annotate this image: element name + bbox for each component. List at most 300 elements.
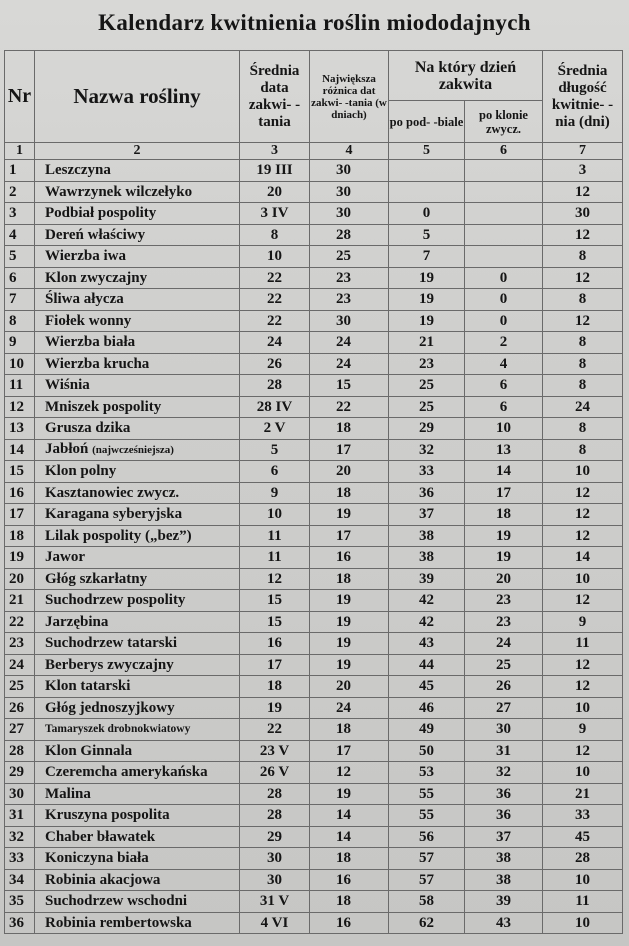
plant-name: Wierzba krucha	[35, 353, 240, 375]
avg-bloom-date: 11	[240, 547, 310, 569]
days-after-klon: 30	[465, 719, 543, 741]
plant-name: Wiśnia	[35, 375, 240, 397]
avg-bloom-length: 10	[543, 568, 623, 590]
days-after-klon: 36	[465, 805, 543, 827]
avg-bloom-length: 11	[543, 891, 623, 913]
days-after-podbial: 56	[389, 826, 465, 848]
row-number: 31	[5, 805, 35, 827]
row-number: 11	[5, 375, 35, 397]
table-row	[5, 783, 623, 805]
plant-name-text: Jabłoń	[45, 441, 89, 458]
row-number: 27	[5, 719, 35, 741]
max-date-difference: 16	[310, 912, 389, 934]
plant-name: Robinia akacjowa	[35, 869, 240, 891]
avg-bloom-length: 21	[543, 783, 623, 805]
table-row	[5, 740, 623, 762]
max-date-difference: 23	[310, 289, 389, 311]
max-date-difference: 23	[310, 267, 389, 289]
days-after-klon: 18	[465, 504, 543, 526]
max-date-difference: 30	[310, 181, 389, 203]
column-number: 6	[465, 143, 543, 160]
days-after-klon: 32	[465, 762, 543, 784]
row-number: 4	[5, 224, 35, 246]
plant-name: Malina	[35, 783, 240, 805]
max-date-difference: 24	[310, 332, 389, 354]
days-after-klon: 19	[465, 547, 543, 569]
avg-bloom-date: 23 V	[240, 740, 310, 762]
avg-bloom-length: 8	[543, 418, 623, 440]
days-after-podbial: 55	[389, 783, 465, 805]
days-after-podbial: 33	[389, 461, 465, 483]
avg-bloom-date: 26 V	[240, 762, 310, 784]
header-max-difference: Największa różnica dat zakwi- -tania (w dniach)	[310, 51, 389, 143]
plant-name: Tamaryszek drobnokwiatowy	[35, 719, 240, 741]
table-row	[5, 547, 623, 569]
plant-name: Głóg jednoszyjkowy	[35, 697, 240, 719]
max-date-difference: 25	[310, 246, 389, 268]
plant-name: Suchodrzew wschodni	[35, 891, 240, 913]
avg-bloom-length: 10	[543, 912, 623, 934]
plant-name: Chaber bławatek	[35, 826, 240, 848]
days-after-podbial: 29	[389, 418, 465, 440]
row-number: 30	[5, 783, 35, 805]
table-row	[5, 633, 623, 655]
avg-bloom-date: 9	[240, 482, 310, 504]
days-after-podbial	[389, 181, 465, 203]
plant-name: Wierzba biała	[35, 332, 240, 354]
days-after-klon: 25	[465, 654, 543, 676]
avg-bloom-length: 33	[543, 805, 623, 827]
avg-bloom-date: 28 IV	[240, 396, 310, 418]
days-after-podbial: 38	[389, 525, 465, 547]
row-number: 33	[5, 848, 35, 870]
max-date-difference: 30	[310, 203, 389, 225]
days-after-klon: 23	[465, 611, 543, 633]
max-date-difference: 24	[310, 697, 389, 719]
days-after-klon: 20	[465, 568, 543, 590]
row-number: 14	[5, 439, 35, 461]
days-after-klon: 31	[465, 740, 543, 762]
days-after-podbial: 42	[389, 611, 465, 633]
max-date-difference: 17	[310, 740, 389, 762]
avg-bloom-date: 18	[240, 676, 310, 698]
column-number: 4	[310, 143, 389, 160]
max-date-difference: 18	[310, 719, 389, 741]
table-row	[5, 181, 623, 203]
avg-bloom-length: 12	[543, 654, 623, 676]
column-number: 5	[389, 143, 465, 160]
header-after-podbial: po pod- -biale	[389, 101, 465, 143]
max-date-difference: 22	[310, 396, 389, 418]
avg-bloom-date: 19 III	[240, 160, 310, 182]
row-number: 3	[5, 203, 35, 225]
max-date-difference: 20	[310, 676, 389, 698]
days-after-podbial: 38	[389, 547, 465, 569]
avg-bloom-date: 28	[240, 783, 310, 805]
days-after-podbial: 42	[389, 590, 465, 612]
row-number: 18	[5, 525, 35, 547]
plant-name: Leszczyna	[35, 160, 240, 182]
days-after-klon: 6	[465, 375, 543, 397]
avg-bloom-date: 5	[240, 439, 310, 461]
days-after-podbial: 23	[389, 353, 465, 375]
days-after-podbial	[389, 160, 465, 182]
avg-bloom-date: 11	[240, 525, 310, 547]
header-bloom-day-group: Na który dzień zakwita	[389, 51, 543, 101]
max-date-difference: 19	[310, 611, 389, 633]
avg-bloom-date: 30	[240, 848, 310, 870]
avg-bloom-length: 24	[543, 396, 623, 418]
flowering-calendar-table	[4, 50, 623, 934]
avg-bloom-length: 3	[543, 160, 623, 182]
max-date-difference: 19	[310, 633, 389, 655]
table-row	[5, 418, 623, 440]
row-number: 36	[5, 912, 35, 934]
avg-bloom-date: 15	[240, 590, 310, 612]
plant-name-note: (najwcześniejsza)	[92, 444, 174, 457]
avg-bloom-date: 17	[240, 654, 310, 676]
row-number: 25	[5, 676, 35, 698]
days-after-klon	[465, 203, 543, 225]
avg-bloom-date: 15	[240, 611, 310, 633]
days-after-klon: 26	[465, 676, 543, 698]
row-number: 28	[5, 740, 35, 762]
row-number: 12	[5, 396, 35, 418]
row-number: 34	[5, 869, 35, 891]
max-date-difference: 19	[310, 504, 389, 526]
plant-name: Klon polny	[35, 461, 240, 483]
header-after-klon: po klonie zwycz.	[465, 101, 543, 143]
table-row	[5, 697, 623, 719]
days-after-klon: 17	[465, 482, 543, 504]
days-after-klon	[465, 224, 543, 246]
avg-bloom-length: 10	[543, 697, 623, 719]
max-date-difference: 12	[310, 762, 389, 784]
plant-name: Dereń właściwy	[35, 224, 240, 246]
header-avg-date: Średnia data zakwi- -tania	[240, 51, 310, 143]
avg-bloom-length: 10	[543, 762, 623, 784]
row-number: 7	[5, 289, 35, 311]
max-date-difference: 28	[310, 224, 389, 246]
avg-bloom-length: 8	[543, 246, 623, 268]
days-after-podbial: 46	[389, 697, 465, 719]
table-row	[5, 805, 623, 827]
max-date-difference: 24	[310, 353, 389, 375]
row-number: 9	[5, 332, 35, 354]
days-after-klon: 13	[465, 439, 543, 461]
header-avg-length: Średnia długość kwitnie- -nia (dni)	[543, 51, 623, 143]
plant-name: Jarzębina	[35, 611, 240, 633]
days-after-klon: 0	[465, 310, 543, 332]
days-after-podbial: 32	[389, 439, 465, 461]
max-date-difference: 18	[310, 891, 389, 913]
days-after-klon: 43	[465, 912, 543, 934]
row-number: 21	[5, 590, 35, 612]
avg-bloom-length: 30	[543, 203, 623, 225]
max-date-difference: 20	[310, 461, 389, 483]
max-date-difference: 16	[310, 869, 389, 891]
row-number: 10	[5, 353, 35, 375]
avg-bloom-length: 8	[543, 332, 623, 354]
row-number: 16	[5, 482, 35, 504]
table-row	[5, 869, 623, 891]
table-row	[5, 525, 623, 547]
days-after-podbial: 37	[389, 504, 465, 526]
row-number: 17	[5, 504, 35, 526]
row-number: 24	[5, 654, 35, 676]
table-row	[5, 289, 623, 311]
avg-bloom-date: 22	[240, 267, 310, 289]
days-after-podbial: 19	[389, 289, 465, 311]
days-after-klon: 38	[465, 869, 543, 891]
plant-name: Głóg szkarłatny	[35, 568, 240, 590]
max-date-difference: 19	[310, 654, 389, 676]
table-row	[5, 375, 623, 397]
avg-bloom-length: 28	[543, 848, 623, 870]
table-row	[5, 590, 623, 612]
days-after-klon: 19	[465, 525, 543, 547]
header-plant-name: Nazwa rośliny	[35, 51, 240, 143]
days-after-podbial: 7	[389, 246, 465, 268]
plant-name: Grusza dzika	[35, 418, 240, 440]
row-number: 15	[5, 461, 35, 483]
table-row	[5, 568, 623, 590]
plant-name: Podbiał pospolity	[35, 203, 240, 225]
days-after-podbial: 44	[389, 654, 465, 676]
plant-name: Klon zwyczajny	[35, 267, 240, 289]
avg-bloom-length: 9	[543, 719, 623, 741]
row-number: 22	[5, 611, 35, 633]
plant-name: Klon Ginnala	[35, 740, 240, 762]
avg-bloom-length: 8	[543, 353, 623, 375]
table-row	[5, 439, 623, 461]
table-row	[5, 310, 623, 332]
days-after-klon: 6	[465, 396, 543, 418]
days-after-klon: 37	[465, 826, 543, 848]
max-date-difference: 14	[310, 826, 389, 848]
row-number: 35	[5, 891, 35, 913]
row-number: 23	[5, 633, 35, 655]
plant-name: Berberys zwyczajny	[35, 654, 240, 676]
table-row	[5, 611, 623, 633]
table-row	[5, 848, 623, 870]
days-after-podbial: 57	[389, 869, 465, 891]
table-row	[5, 719, 623, 741]
days-after-klon: 39	[465, 891, 543, 913]
avg-bloom-length: 12	[543, 224, 623, 246]
row-number: 26	[5, 697, 35, 719]
avg-bloom-length: 12	[543, 181, 623, 203]
avg-bloom-date: 10	[240, 504, 310, 526]
page-title: Kalendarz kwitnienia roślin miododajnych	[98, 10, 531, 35]
avg-bloom-length: 12	[543, 504, 623, 526]
avg-bloom-date: 2 V	[240, 418, 310, 440]
max-date-difference: 19	[310, 783, 389, 805]
days-after-klon	[465, 246, 543, 268]
avg-bloom-length: 11	[543, 633, 623, 655]
avg-bloom-date: 30	[240, 869, 310, 891]
max-date-difference: 17	[310, 439, 389, 461]
plant-name: Suchodrzew pospolity	[35, 590, 240, 612]
avg-bloom-date: 6	[240, 461, 310, 483]
avg-bloom-length: 12	[543, 310, 623, 332]
table-row	[5, 654, 623, 676]
avg-bloom-length: 12	[543, 525, 623, 547]
row-number: 13	[5, 418, 35, 440]
days-after-podbial: 43	[389, 633, 465, 655]
row-number: 2	[5, 181, 35, 203]
avg-bloom-date: 28	[240, 805, 310, 827]
plant-name: Mniszek pospolity	[35, 396, 240, 418]
days-after-klon: 27	[465, 697, 543, 719]
table-row	[5, 224, 623, 246]
days-after-podbial: 36	[389, 482, 465, 504]
max-date-difference: 17	[310, 525, 389, 547]
column-number: 1	[5, 143, 35, 160]
plant-name: Kruszyna pospolita	[35, 805, 240, 827]
column-number: 3	[240, 143, 310, 160]
avg-bloom-length: 12	[543, 590, 623, 612]
days-after-podbial: 25	[389, 375, 465, 397]
avg-bloom-length: 10	[543, 869, 623, 891]
table-row	[5, 246, 623, 268]
max-date-difference: 16	[310, 547, 389, 569]
plant-name: Robinia rembertowska	[35, 912, 240, 934]
max-date-difference: 18	[310, 482, 389, 504]
table-row	[5, 396, 623, 418]
row-number: 1	[5, 160, 35, 182]
avg-bloom-date: 22	[240, 289, 310, 311]
table-row	[5, 160, 623, 182]
plant-name: Czeremcha amerykańska	[35, 762, 240, 784]
max-date-difference: 19	[310, 590, 389, 612]
row-number: 19	[5, 547, 35, 569]
avg-bloom-length: 12	[543, 740, 623, 762]
days-after-podbial: 39	[389, 568, 465, 590]
days-after-klon	[465, 160, 543, 182]
max-date-difference: 30	[310, 310, 389, 332]
plant-name: Wawrzynek wilczełyko	[35, 181, 240, 203]
avg-bloom-date: 4 VI	[240, 912, 310, 934]
days-after-podbial: 62	[389, 912, 465, 934]
table-row	[5, 762, 623, 784]
max-date-difference: 18	[310, 568, 389, 590]
avg-bloom-date: 26	[240, 353, 310, 375]
days-after-podbial: 5	[389, 224, 465, 246]
avg-bloom-date: 22	[240, 310, 310, 332]
avg-bloom-date: 22	[240, 719, 310, 741]
avg-bloom-date: 31 V	[240, 891, 310, 913]
plant-name: Fiołek wonny	[35, 310, 240, 332]
days-after-podbial: 19	[389, 267, 465, 289]
days-after-podbial: 19	[389, 310, 465, 332]
max-date-difference: 14	[310, 805, 389, 827]
avg-bloom-date: 8	[240, 224, 310, 246]
avg-bloom-length: 9	[543, 611, 623, 633]
max-date-difference: 30	[310, 160, 389, 182]
avg-bloom-length: 12	[543, 482, 623, 504]
avg-bloom-length: 8	[543, 375, 623, 397]
max-date-difference: 18	[310, 418, 389, 440]
avg-bloom-length: 10	[543, 461, 623, 483]
days-after-klon: 24	[465, 633, 543, 655]
table-row	[5, 912, 623, 934]
days-after-klon: 36	[465, 783, 543, 805]
days-after-podbial: 53	[389, 762, 465, 784]
avg-bloom-date: 16	[240, 633, 310, 655]
column-number-row	[5, 143, 623, 160]
days-after-klon: 0	[465, 289, 543, 311]
avg-bloom-date: 20	[240, 181, 310, 203]
max-date-difference: 18	[310, 848, 389, 870]
row-number: 6	[5, 267, 35, 289]
avg-bloom-length: 8	[543, 289, 623, 311]
table-row	[5, 267, 623, 289]
table-row	[5, 504, 623, 526]
column-number: 7	[543, 143, 623, 160]
days-after-podbial: 45	[389, 676, 465, 698]
days-after-klon: 0	[465, 267, 543, 289]
table-row	[5, 891, 623, 913]
table-row	[5, 676, 623, 698]
avg-bloom-length: 14	[543, 547, 623, 569]
avg-bloom-date: 19	[240, 697, 310, 719]
plant-name: Lilak pospolity („bez”)	[35, 525, 240, 547]
avg-bloom-length: 12	[543, 267, 623, 289]
days-after-klon: 14	[465, 461, 543, 483]
table-row	[5, 203, 623, 225]
row-number: 29	[5, 762, 35, 784]
plant-name: Karagana syberyjska	[35, 504, 240, 526]
row-number: 5	[5, 246, 35, 268]
avg-bloom-date: 28	[240, 375, 310, 397]
table-row	[5, 353, 623, 375]
row-number: 20	[5, 568, 35, 590]
max-date-difference: 15	[310, 375, 389, 397]
avg-bloom-date: 24	[240, 332, 310, 354]
days-after-podbial: 57	[389, 848, 465, 870]
table-row	[5, 826, 623, 848]
days-after-podbial: 49	[389, 719, 465, 741]
avg-bloom-date: 3 IV	[240, 203, 310, 225]
plant-name: Koniczyna biała	[35, 848, 240, 870]
plant-name: Wierzba iwa	[35, 246, 240, 268]
days-after-klon: 4	[465, 353, 543, 375]
plant-name: Klon tatarski	[35, 676, 240, 698]
avg-bloom-date: 29	[240, 826, 310, 848]
days-after-podbial: 50	[389, 740, 465, 762]
days-after-klon: 38	[465, 848, 543, 870]
row-number: 32	[5, 826, 35, 848]
days-after-podbial: 58	[389, 891, 465, 913]
days-after-podbial: 21	[389, 332, 465, 354]
plant-name: Kasztanowiec zwycz.	[35, 482, 240, 504]
days-after-podbial: 0	[389, 203, 465, 225]
plant-name	[35, 439, 240, 461]
days-after-podbial: 55	[389, 805, 465, 827]
days-after-klon	[465, 181, 543, 203]
column-number: 2	[35, 143, 240, 160]
days-after-klon: 23	[465, 590, 543, 612]
days-after-klon: 2	[465, 332, 543, 354]
avg-bloom-length: 12	[543, 676, 623, 698]
avg-bloom-date: 12	[240, 568, 310, 590]
plant-name: Suchodrzew tatarski	[35, 633, 240, 655]
plant-name: Jawor	[35, 547, 240, 569]
avg-bloom-date: 10	[240, 246, 310, 268]
avg-bloom-length: 8	[543, 439, 623, 461]
days-after-klon: 10	[465, 418, 543, 440]
